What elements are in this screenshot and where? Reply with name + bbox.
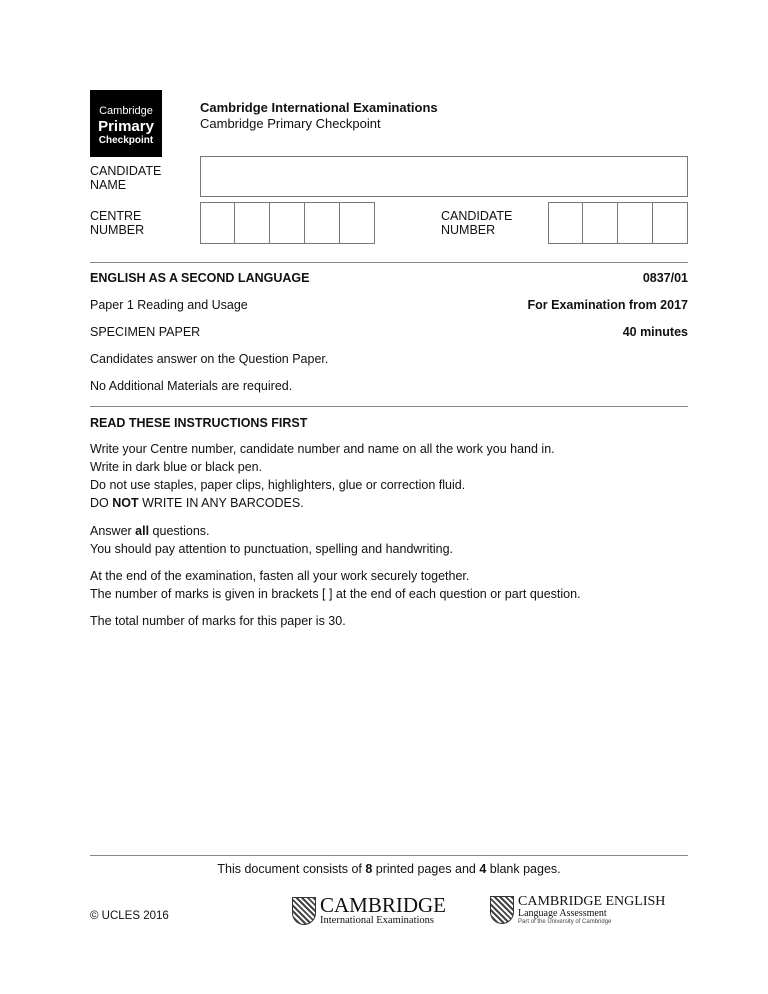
paper-name: Paper 1 Reading and Usage xyxy=(90,298,248,312)
header-subtitle: Cambridge Primary Checkpoint xyxy=(200,116,381,131)
logo-line1: Cambridge xyxy=(99,105,153,117)
cambridge-primary-checkpoint-logo xyxy=(90,90,162,157)
centre-number-label: CENTRE NUMBER xyxy=(90,209,145,237)
footer-divider xyxy=(90,855,688,856)
copyright: © UCLES 2016 xyxy=(90,910,169,922)
specimen-row xyxy=(90,325,688,339)
crest-icon xyxy=(292,897,316,925)
marks-instruction: The number of marks is given in brackets [ ] at the end of each question or part question. xyxy=(90,587,581,601)
centre-number-cell[interactable] xyxy=(340,202,375,244)
paper-code: 0837/01 xyxy=(642,271,688,285)
cie-logo: CAMBRIDGE International Examinations xyxy=(292,895,446,927)
attention-instruction: You should pay attention to punctuation, spelling and handwriting. xyxy=(90,542,454,556)
instructions-heading: READ THESE INSTRUCTIONS FIRST xyxy=(90,416,308,430)
candidate-name-field[interactable] xyxy=(200,156,688,197)
centre-number-cell[interactable] xyxy=(200,202,235,244)
candidate-number-cell[interactable] xyxy=(583,202,618,244)
total-marks: The total number of marks for this paper is 30. xyxy=(90,614,346,628)
centre-number-cell[interactable] xyxy=(235,202,270,244)
paper-type: SPECIMEN PAPER xyxy=(90,325,201,339)
centre-number-cell[interactable] xyxy=(270,202,305,244)
candidate-name-label: CANDIDATE NAME xyxy=(90,164,162,192)
logo-line3: Checkpoint xyxy=(98,135,154,146)
subject-row xyxy=(90,271,688,285)
fasten-instruction: At the end of the examination, fasten all your work securely together. xyxy=(90,569,470,583)
page-count: This document consists of 8 printed pages and 4 blank pages. xyxy=(217,862,561,876)
crest-icon xyxy=(490,896,514,924)
duration: 40 minutes xyxy=(622,325,688,339)
centre-number-cell[interactable] xyxy=(305,202,340,244)
candidate-number-cell[interactable] xyxy=(653,202,688,244)
candidate-number-cell[interactable] xyxy=(618,202,653,244)
divider xyxy=(90,406,688,407)
paper-row xyxy=(90,298,688,312)
subject-title: ENGLISH AS A SECOND LANGUAGE xyxy=(90,271,310,285)
candidate-number-label: CANDIDATE NUMBER xyxy=(441,209,513,237)
candidate-number-field[interactable] xyxy=(548,202,688,244)
candidate-number-cell[interactable] xyxy=(548,202,583,244)
exam-from: For Examination from 2017 xyxy=(527,298,688,312)
answer-note: Candidates answer on the Question Paper. xyxy=(90,352,329,366)
answer-instruction: Answer all questions. xyxy=(90,524,210,538)
barcode-instruction: DO NOT WRITE IN ANY BARCODES. xyxy=(90,496,304,510)
instruction-line: Write in dark blue or black pen. xyxy=(90,460,263,474)
centre-number-field[interactable] xyxy=(200,202,375,244)
materials-note: No Additional Materials are required. xyxy=(90,379,293,393)
instruction-line: Do not use staples, paper clips, highlighters, glue or correction fluid. xyxy=(90,478,466,492)
logo-line2: Primary xyxy=(98,118,154,135)
cambridge-english-logo: CAMBRIDGE ENGLISH Language Assessment Part of the University of Cambridge xyxy=(490,895,665,925)
header-title: Cambridge International Examinations xyxy=(200,100,438,115)
instruction-line: Write your Centre number, candidate number and name on all the work you hand in. xyxy=(90,442,555,456)
divider xyxy=(90,262,688,263)
